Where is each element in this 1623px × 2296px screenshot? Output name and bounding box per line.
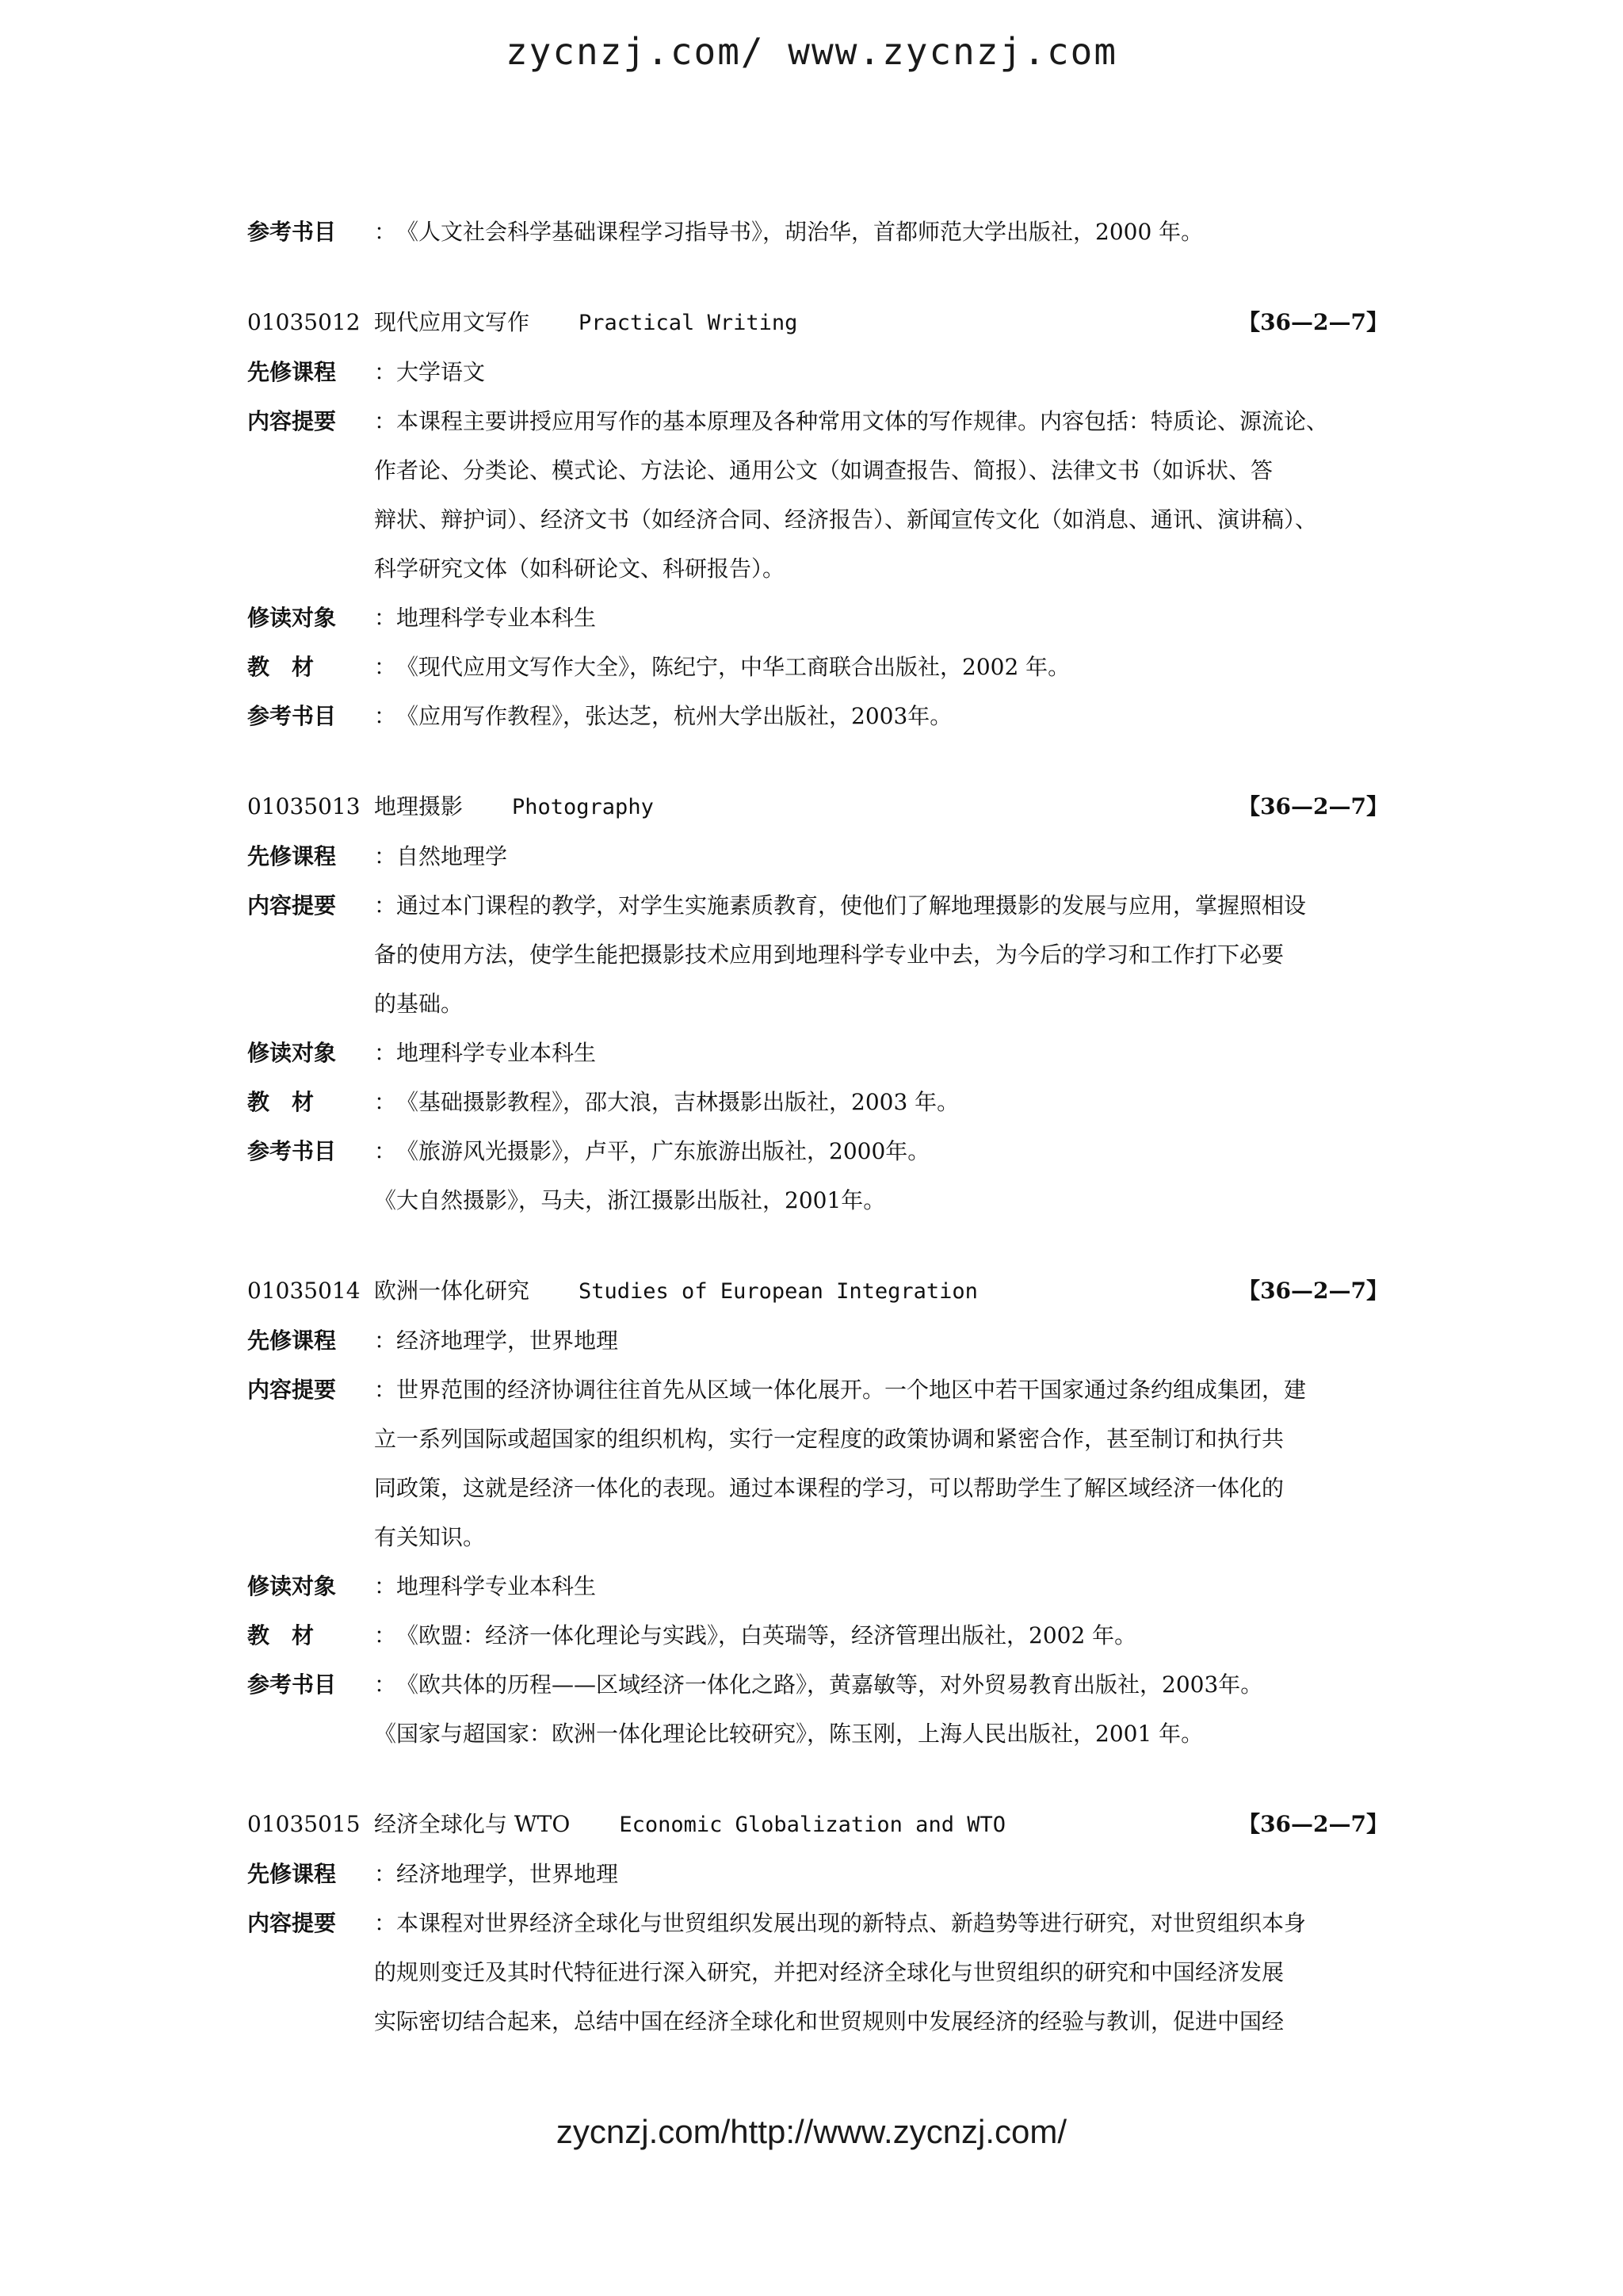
summary-label: 内容提要 bbox=[247, 892, 337, 919]
summary-line: 备的使用方法，使学生能把摄影技术应用到地理科学专业中去，为今后的学习和工作打下必要 bbox=[374, 942, 1285, 968]
summary-line: 同政策，这就是经济一体化的表现。通过本课程的学习，可以帮助学生了解区域经济一体化的 bbox=[374, 1475, 1285, 1501]
document-body bbox=[247, 208, 1388, 2046]
textbook-label: 教材 bbox=[247, 1622, 337, 1648]
textbook-value: 《基础摄影教程》，邵大浪，吉林摄影出版社，2003 年。 bbox=[396, 1089, 960, 1115]
summary-line: 的规则变迁及其时代特征进行深入研究，并把对经济全球化与世贸组织的研究和中国经济发展 bbox=[374, 1959, 1285, 1985]
references-text: 《人文社会科学基础课程学习指导书》，胡治华，首都师范大学出版社，2000 年。 bbox=[396, 219, 1204, 245]
summary-text: 本课程对世界经济全球化与世贸组织发展出现的新特点、新趋势等进行研究，对世贸组织本身 bbox=[396, 1910, 1307, 1936]
summary-line bbox=[247, 1899, 1388, 1948]
prerequisite-value: 大学语文 bbox=[396, 359, 486, 385]
target-students-label: 修读对象 bbox=[247, 1040, 337, 1066]
references-label: 参考书目 bbox=[247, 703, 337, 729]
course-name-cn: 地理摄影 bbox=[374, 793, 464, 819]
course-entry bbox=[247, 782, 1388, 1225]
course-credit: 【36—2—7】 bbox=[1238, 1278, 1388, 1304]
summary-text: 通过本门课程的教学，对学生实施素质教育，使他们了解地理摄影的发展与应用，掌握照相设 bbox=[396, 892, 1307, 919]
textbook-row bbox=[247, 1078, 1388, 1127]
summary-line: 有关知识。 bbox=[374, 1524, 486, 1550]
label-colon: ： bbox=[374, 1573, 397, 1599]
page-footer-watermark: zycnzj.com/http://www.zycnzj.com/ bbox=[556, 2113, 1067, 2150]
course-code: 01035015 bbox=[247, 1811, 361, 1837]
label-colon: ： bbox=[374, 1328, 397, 1354]
textbook-value: 《现代应用文写作大全》，陈纪宁，中华工商联合出版社，2002 年。 bbox=[396, 654, 1071, 680]
label-colon: ： bbox=[374, 605, 397, 631]
course-title-row bbox=[247, 1266, 1388, 1316]
reference-item: 《旅游风光摄影》，卢平，广东旅游出版社，2000年。 bbox=[396, 1138, 930, 1164]
label-colon: ： bbox=[374, 1138, 397, 1164]
label-colon: ： bbox=[374, 1622, 397, 1648]
prerequisite-row bbox=[247, 1850, 1388, 1899]
course-code: 01035013 bbox=[247, 793, 361, 819]
course-entry bbox=[247, 1266, 1388, 1759]
reference-item: 《大自然摄影》，马夫，浙江摄影出版社，2001年。 bbox=[374, 1187, 886, 1213]
course-credit: 【36—2—7】 bbox=[1238, 1811, 1388, 1837]
intro-references-row bbox=[247, 208, 1388, 257]
target-students-value: 地理科学专业本科生 bbox=[396, 605, 597, 631]
course-code: 01035014 bbox=[247, 1278, 361, 1304]
summary-line: 实际密切结合起来，总结中国在经济全球化和世贸规则中发展经济的经验与教训，促进中国经 bbox=[374, 2008, 1285, 2034]
textbook-label: 教材 bbox=[247, 1089, 337, 1115]
course-name-cn: 经济全球化与 WTO bbox=[374, 1811, 571, 1837]
target-students-row bbox=[247, 1029, 1388, 1078]
target-students-label: 修读对象 bbox=[247, 1573, 337, 1599]
target-students-value: 地理科学专业本科生 bbox=[396, 1573, 597, 1599]
prerequisite-label: 先修课程 bbox=[247, 843, 337, 869]
summary-text: 世界范围的经济协调往往首先从区域一体化展开。一个地区中若干国家通过条约组成集团，建 bbox=[396, 1377, 1307, 1403]
prerequisite-value: 经济地理学，世界地理 bbox=[396, 1328, 619, 1354]
textbook-row bbox=[247, 643, 1388, 692]
label-colon: ： bbox=[374, 1040, 397, 1066]
summary-label: 内容提要 bbox=[247, 408, 337, 434]
course-code: 01035012 bbox=[247, 309, 361, 335]
label-colon: ： bbox=[374, 219, 397, 245]
page-header-watermark: zycnzj.com/ www.zycnzj.com bbox=[505, 30, 1118, 73]
reference-item: 《国家与超国家：欧洲一体化理论比较研究》，陈玉刚，上海人民出版社，2001 年。 bbox=[374, 1721, 1204, 1747]
references-label: 参考书目 bbox=[247, 1671, 337, 1698]
course-list bbox=[247, 298, 1388, 2046]
target-students-label: 修读对象 bbox=[247, 605, 337, 631]
prerequisite-value: 自然地理学 bbox=[396, 843, 508, 869]
course-name-en: Photography bbox=[512, 795, 654, 819]
references-label: 参考书目 bbox=[247, 1138, 337, 1164]
summary-block bbox=[247, 1899, 1388, 2046]
summary-line: 科学研究文体（如科研论文、科研报告）。 bbox=[374, 556, 785, 582]
summary-line bbox=[247, 397, 1388, 446]
label-colon: ： bbox=[374, 359, 397, 385]
reference-item: 《应用写作教程》，张达芝，杭州大学出版社，2003年。 bbox=[396, 703, 953, 729]
prerequisite-value: 经济地理学，世界地理 bbox=[396, 1861, 619, 1887]
summary-block bbox=[247, 397, 1388, 594]
target-students-row bbox=[247, 1562, 1388, 1611]
summary-line: 的基础。 bbox=[374, 991, 464, 1017]
references-label: 参考书目 bbox=[247, 219, 337, 245]
summary-label: 内容提要 bbox=[247, 1910, 337, 1936]
course-credit: 【36—2—7】 bbox=[1238, 793, 1388, 819]
label-colon: ： bbox=[374, 1377, 397, 1403]
label-colon: ： bbox=[374, 1671, 397, 1698]
summary-block bbox=[247, 881, 1388, 1029]
summary-line: 作者论、分类论、模式论、方法论、通用公文（如调查报告、简报）、法律文书（如诉状、答 bbox=[374, 457, 1274, 483]
textbook-row bbox=[247, 1611, 1388, 1660]
prerequisite-label: 先修课程 bbox=[247, 1328, 337, 1354]
course-credit: 【36—2—7】 bbox=[1238, 309, 1388, 335]
course-name-cn: 现代应用文写作 bbox=[374, 309, 530, 335]
textbook-label: 教材 bbox=[247, 654, 337, 680]
summary-line bbox=[247, 1366, 1388, 1415]
label-colon: ： bbox=[374, 1089, 397, 1115]
label-colon: ： bbox=[374, 654, 397, 680]
label-colon: ： bbox=[374, 1910, 397, 1936]
course-name-en: Practical Writing bbox=[579, 311, 798, 335]
summary-line bbox=[247, 881, 1388, 930]
prerequisite-label: 先修课程 bbox=[247, 359, 337, 385]
course-title-row bbox=[247, 1800, 1388, 1850]
target-students-row bbox=[247, 594, 1388, 643]
reference-item: 《欧共体的历程——区域经济一体化之路》，黄嘉敏等，对外贸易教育出版社，2003年。 bbox=[396, 1671, 1263, 1698]
references-row bbox=[247, 1127, 1388, 1176]
summary-line: 立一系列国际或超国家的组织机构，实行一定程度的政策协调和紧密合作，甚至制订和执行共 bbox=[374, 1426, 1285, 1452]
label-colon: ： bbox=[374, 408, 397, 434]
course-title-row bbox=[247, 298, 1388, 348]
summary-block bbox=[247, 1366, 1388, 1562]
target-students-value: 地理科学专业本科生 bbox=[396, 1040, 597, 1066]
course-name-cn: 欧洲一体化研究 bbox=[374, 1278, 530, 1304]
label-colon: ： bbox=[374, 843, 397, 869]
label-colon: ： bbox=[374, 1861, 397, 1887]
course-name-en: Studies of European Integration bbox=[579, 1279, 978, 1304]
course-title-row bbox=[247, 782, 1388, 832]
summary-text: 本课程主要讲授应用写作的基本原理及各种常用文体的写作规律。内容包括：特质论、源流论、 bbox=[396, 408, 1329, 434]
summary-label: 内容提要 bbox=[247, 1377, 337, 1403]
prerequisite-row bbox=[247, 348, 1388, 397]
label-colon: ： bbox=[374, 892, 397, 919]
course-name-en: Economic Globalization and WTO bbox=[619, 1813, 1006, 1837]
label-colon: ： bbox=[374, 703, 397, 729]
prerequisite-row bbox=[247, 832, 1388, 881]
course-entry bbox=[247, 1800, 1388, 2046]
references-row bbox=[247, 692, 1388, 741]
textbook-value: 《欧盟：经济一体化理论与实践》，白英瑞等，经济管理出版社，2002 年。 bbox=[396, 1622, 1137, 1648]
course-entry bbox=[247, 298, 1388, 741]
prerequisite-row bbox=[247, 1316, 1388, 1366]
summary-line: 辩状、辩护词）、经济文书（如经济合同、经济报告）、新闻宣传文化（如消息、通讯、演讲稿）、 bbox=[374, 506, 1318, 533]
prerequisite-label: 先修课程 bbox=[247, 1861, 337, 1887]
references-row bbox=[247, 1660, 1388, 1710]
